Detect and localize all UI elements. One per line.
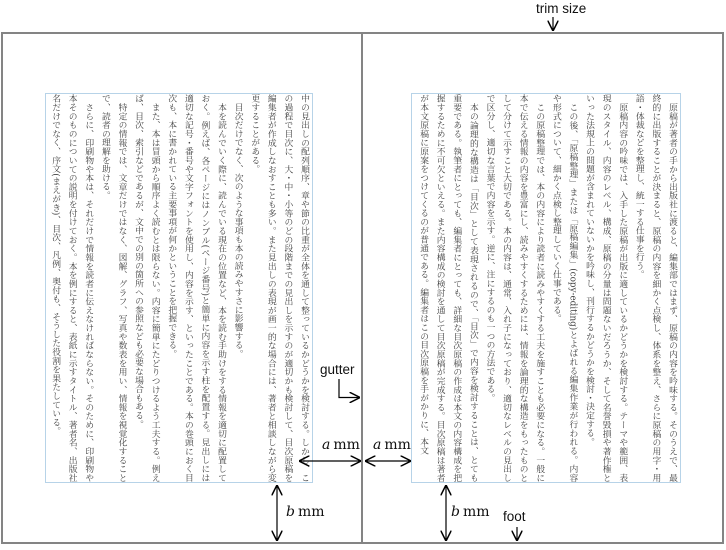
- paragraph: 目次だけでなく、次のような事項も本の読みやすさに影響する。: [232, 94, 243, 358]
- paragraph: さらに、印刷物や本は、それだけで情報を読者に伝えなければならない。そのために、印刷物や本そのものについての説明を付けておく。本を例にすると、表紙に示すタイトル、著者名、出版社名だけでなく、序文(まえがき)、目次、凡例、奥付も、そうした役割を果たしている。: [50, 94, 94, 482]
- gutter-margin-dimension-label-right: [373, 437, 411, 453]
- dimension-unit: mm: [333, 437, 360, 453]
- paragraph: この後、「原稿整理」または「原稿編集」(copy-editing)とよばれる編集作業が行われる。内容や形式について、細かく点検し整理していく仕事である。: [550, 94, 578, 482]
- right-page-text-block: [411, 93, 681, 483]
- dimension-variable-b: b: [451, 504, 460, 520]
- paragraph: この原稿整理では、本の内容により読者に読みやすくする工夫を施すことも必要になる。一般に本で伝える情報の内容を豊富にし、読みやすくするためには、情報を論理的な構造をもったものとして分けて示すこと大切である。本の内容は、通常、入れ子になっており、適切なレベルの見出しで区分し、適切な言葉で内容を示す。逆に、注にするのも一つの方法である。: [484, 94, 545, 482]
- foot-label: foot: [503, 509, 526, 524]
- dimension-unit: mm: [384, 437, 411, 453]
- paragraph: 原稿内容の吟味では、入手した原稿が出版に適しているかどうかを検討する。テーマや範囲、表現のスタイル、内容のレベル、構成、原稿の分量は問題ないだろうか、そして名誉毀損や著作権といった法規上の問題が含まれていないかを吟味し、刊行するかどうかを検討・決定する。: [584, 94, 628, 482]
- spine-gutter-line: [361, 33, 363, 543]
- dimension-variable-a: a: [322, 437, 331, 453]
- dimension-unit: mm: [297, 504, 325, 520]
- dimension-variable-a: a: [373, 437, 382, 453]
- gutter-margin-dimension-label-left: [322, 437, 360, 453]
- trim-size-label: trim size: [536, 1, 587, 16]
- paragraph: 本を読んでいく際に、読んでいる現在の位置など、本を読む手助けをする情報を適切に配置しておく。例えば、各ページにはノンブル(ページ番号)と簡単に内容を示す柱を配置する。見出しには適切な記号・番号や文字フォントを使用し、内容を示す、といったことである。本の巻頭におく目次も、本に書かれている主要事項が何かということを把握できる。: [166, 94, 227, 482]
- paragraph: また、本は冒頭から順序よく読むとは限らない。内容に簡単にたどりつけるよう工夫する。例えば、目次、索引などであるが、文中での別の箇所への参照なども必要な場合もある。: [133, 94, 160, 482]
- gutter-label: gutter: [320, 362, 355, 377]
- foot-margin-dimension-label-right: [451, 504, 490, 520]
- paragraph: 原稿が著者の手から出版社に渡ると、編集部ではまず、原稿の内容を吟味する。そのうえで、最終的に出版することが決まると、原稿の内容を細かく点検し、体系を整え、さらに原稿の用字・用語・体裁などを整理し、統一する仕事を行う。: [633, 94, 677, 482]
- dimension-unit: mm: [462, 504, 490, 520]
- paragraph: 特定の情報では、文章だけではなく、図解、グラフ、写真や数表を用い、情報を視覚化することで、読者の理解を助ける。: [99, 94, 127, 482]
- dimension-variable-b: b: [286, 504, 295, 520]
- left-page-text-block: [45, 93, 313, 483]
- paragraph: 中の見出しの配列順序、章や節の比重が全体を通して整っているかどうかを検討する。しかし、この過程で目次に、大・中・小等のどの段階までの見出しを示すのが適切かも検討して、目次原稿を編集者が作成しなおすことも多い。また見出しの表現が画一的な場合には、著者と相談しながら変更することがある。: [249, 94, 309, 482]
- foot-margin-dimension-label-left: [286, 504, 325, 520]
- paragraph: 本の論理的な構造は「目次」として表現されるので、「目次」で内容を検討することは、とても重要である。執筆者にとっても、編集者にとっても、詳細な目次原稿の作成は本文の内容構成を把握するために不可欠といえる。また内容構成の検討を通して目次原稿が完成する。目次原稿は著者が本文原稿に原案をつけてくるのが普通である。編集者はこの目次原稿を手がかりに、本文: [418, 94, 478, 482]
